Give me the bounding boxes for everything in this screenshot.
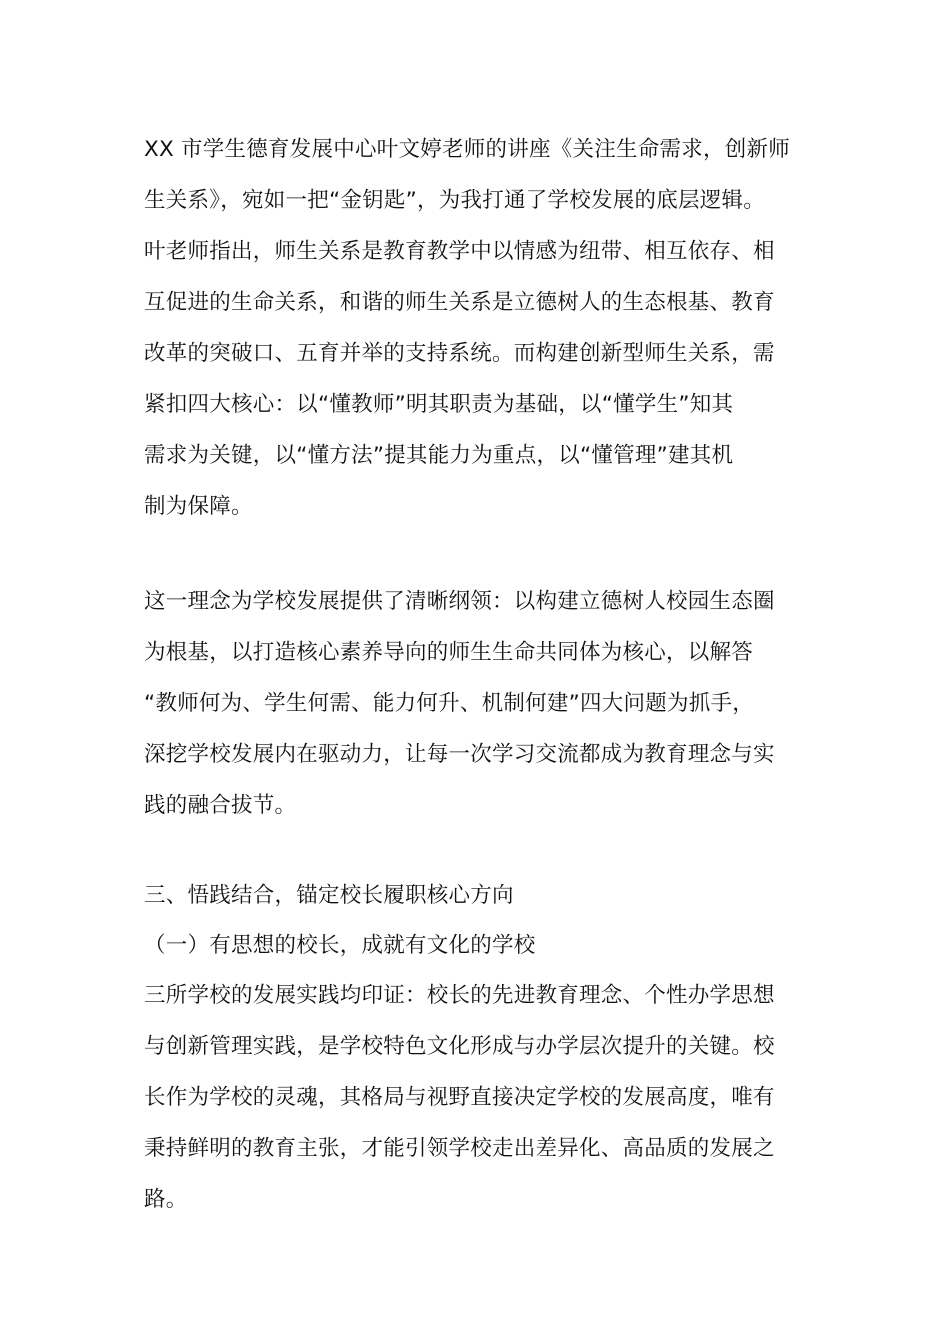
text-line: 生关系》，宛如一把“金钥匙”，为我打通了学校发展的底层逻辑。	[144, 188, 766, 213]
text-line: 三所学校的发展实践均印证：校长的先进教育理念、个性办学思想	[144, 983, 775, 1008]
paragraph-school-development	[144, 576, 812, 831]
text-line: 深挖学校发展内在驱动力，让每一次学习交流都成为教育理念与实	[144, 742, 775, 767]
text-line: 路。	[144, 1187, 188, 1212]
text-line: 叶老师指出，师生关系是教育教学中以情感为纽带、相互依存、相	[144, 239, 775, 264]
text-line: 长作为学校的灵魂，其格局与视野直接决定学校的发展高度，唯有	[144, 1085, 775, 1110]
subsection-heading: （一）有思想的校长，成就有文化的学校	[144, 933, 536, 958]
text-line: 秉持鲜明的教育主张，才能引领学校走出差异化、高品质的发展之	[144, 1136, 775, 1161]
paragraph-principal-vision	[144, 970, 812, 1225]
text-line: 为根基，以打造核心素养导向的师生生命共同体为核心，以解答	[144, 640, 754, 665]
text-line: 紧扣四大核心：以“懂教师”明其职责为基础，以“懂学生”知其	[144, 392, 734, 417]
paragraph-lecture-summary	[144, 124, 812, 532]
text-line: 需求为关键，以“懂方法”提其能力为重点，以“懂管理”建其机	[144, 443, 734, 468]
section-heading: 三、悟践结合，锚定校长履职核心方向	[144, 883, 514, 908]
text-line: 践的融合拔节。	[144, 793, 297, 818]
text-line: XX 市学生德育发展中心叶文婷老师的讲座《关注生命需求，创新师	[144, 137, 791, 162]
text-line: “教师何为、学生何需、能力何升、机制何建”四大问题为抓手，	[144, 691, 755, 716]
text-line: 改革的突破口、五育并举的支持系统。而构建创新型师生关系，需	[144, 341, 775, 366]
text-line: 互促进的生命关系，和谐的师生关系是立德树人的生态根基、教育	[144, 290, 775, 315]
text-line: 制为保障。	[144, 494, 253, 519]
text-line: 与创新管理实践，是学校特色文化形成与办学层次提升的关键。校	[144, 1034, 775, 1059]
text-line: 这一理念为学校发展提供了清晰纲领：以构建立德树人校园生态圈	[144, 589, 775, 614]
